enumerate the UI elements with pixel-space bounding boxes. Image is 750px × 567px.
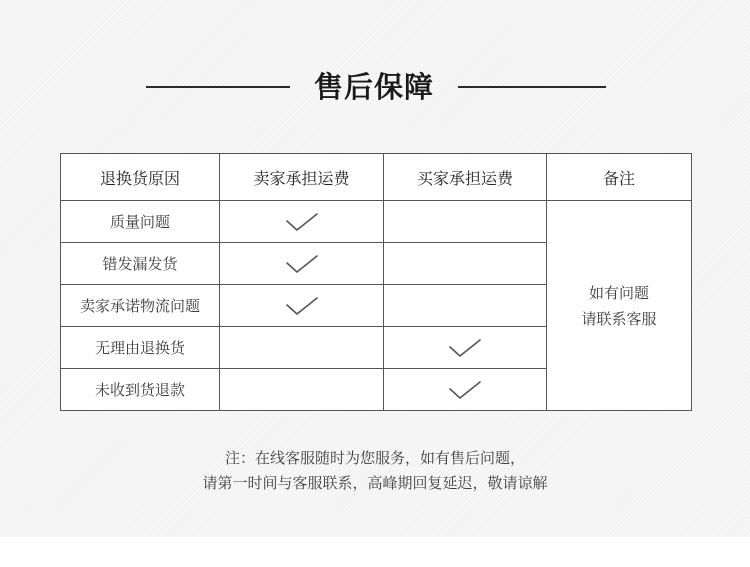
buyer-pays-cell — [384, 285, 547, 327]
checkmark-icon — [285, 253, 319, 275]
table-header-row — [61, 154, 692, 201]
header-seller-pays: 卖家承担运费 — [220, 154, 384, 201]
title-divider-right — [458, 86, 606, 88]
seller-pays-cell — [220, 369, 384, 411]
title-divider-left — [146, 86, 290, 88]
bottom-band — [0, 537, 750, 567]
header-reason: 退换货原因 — [61, 154, 220, 201]
header-buyer-pays: 买家承担运费 — [384, 154, 547, 201]
reason-cell: 未收到货退款 — [61, 369, 220, 411]
title-row — [0, 64, 750, 110]
header-remark: 备注 — [547, 154, 692, 201]
seller-pays-cell — [220, 285, 384, 327]
reason-cell: 质量问题 — [61, 201, 220, 243]
remark-line: 如有问题 — [588, 283, 649, 302]
page-title: 售后保障 — [313, 70, 434, 104]
reason-cell: 卖家承诺物流问题 — [61, 285, 220, 327]
footer-note-line-1: 注：在线客服随时为您服务，如有售后问题， — [224, 449, 525, 467]
after-sales-table — [60, 153, 692, 411]
remark-cell — [547, 201, 692, 411]
seller-pays-cell — [220, 243, 384, 285]
footer-note-line-2: 请第一时间与客服联系，高峰期回复延迟，敬请谅解 — [202, 474, 548, 492]
checkmark-icon — [448, 379, 482, 401]
remark-line: 请联系客服 — [581, 309, 657, 328]
checkmark-icon — [285, 295, 319, 317]
buyer-pays-cell — [384, 243, 547, 285]
reason-cell: 错发漏发货 — [61, 243, 220, 285]
table-row — [61, 201, 692, 243]
checkmark-icon — [448, 337, 482, 359]
buyer-pays-cell — [384, 369, 547, 411]
checkmark-icon — [285, 211, 319, 233]
buyer-pays-cell — [384, 327, 547, 369]
reason-cell: 无理由退换货 — [61, 327, 220, 369]
seller-pays-cell — [220, 327, 384, 369]
seller-pays-cell — [220, 201, 384, 243]
buyer-pays-cell — [384, 201, 547, 243]
